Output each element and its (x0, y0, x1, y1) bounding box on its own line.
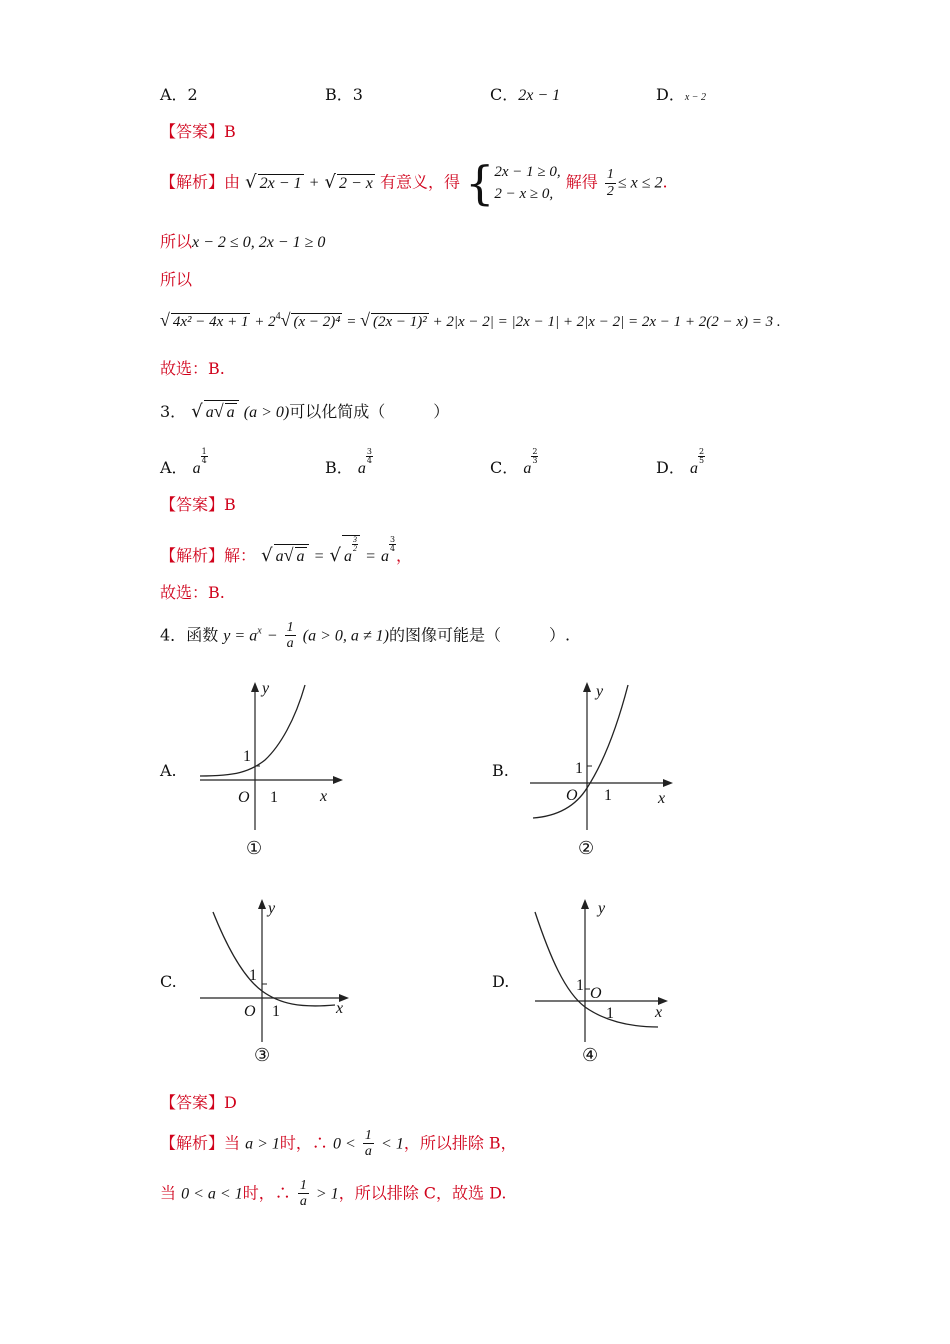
q4-graph-c-caption: ③ (254, 1045, 271, 1066)
q4-graph-d-x-label: x (655, 1004, 663, 1021)
q2-conclusion: 故选：B. (160, 359, 225, 378)
q4-graph-b (525, 680, 675, 835)
q4-analysis-line1: 【解析】当 a > 1时，∴ 0 < $\frac{1}{a}$ < 1，所以排除 B， (160, 1128, 517, 1160)
q4-stem: 4．函数 $y = a^x$ − $\frac{1}{a}$ (a > 0, a ≠ 1)的图像可能是（ ）. (160, 620, 571, 652)
q3-option-d: D． a $\frac{2}{5}$ (656, 447, 705, 477)
q4-graph-c-tick-x: 1 (272, 1003, 280, 1020)
q4-option-b-label: B. (492, 761, 509, 780)
q2-so-line: 所以x − 2 ≤ 0, 2x − 1 ≥ 0 (160, 232, 326, 251)
q3-conclusion: 故选：B. (160, 583, 225, 602)
q2-analysis: 【解析】由 √ 2x − 1 + √ 2 − x 有意义，得 { 2x − 1 ≥ 0, 2 − x ≥ 0, 解得 $\frac{1}{2}$ ≤ x ≤ 2. (160, 156, 668, 210)
q3-stem: 3． √ a√ a (a > 0)可以化简成（ ） (160, 401, 450, 422)
q4-graph-a-x-label: x (320, 788, 328, 805)
q4-graph-b-origin: O (566, 787, 578, 804)
q2-big-equation: √ $4x^2 - 4x + 1 + 2^4√$ (x − 2)⁴ = √ (2x − 1)² + 2|x − 2| = |2x − 1| + 2|x − 2| = 2x − 1 + 2(2 − x) = 3 . (160, 310, 781, 330)
q4-graph-a-tick-x: 1 (270, 789, 278, 806)
q2-answer: 【答案】B (160, 122, 236, 141)
q4-graph-a-y-label: y (262, 680, 270, 697)
q3-option-a: A． a $\frac{1}{4}$ (160, 447, 207, 477)
q4-graph-d-tick-y: 1 (576, 977, 584, 994)
q4-graph-a-caption: ① (246, 838, 263, 859)
q4-graph-c-origin: O (244, 1003, 256, 1020)
q2-option-b: B．3 (325, 85, 363, 104)
q4-option-d-label: D. (492, 972, 510, 991)
q4-graph-b-tick-y: 1 (575, 760, 583, 777)
q4-graph-a-origin: O (238, 789, 250, 806)
q4-graph-b-x-label: x (658, 790, 666, 807)
q4-graph-d-tick-x: 1 (606, 1005, 614, 1022)
q4-graph-c (195, 897, 355, 1047)
q4-graph-a-tick-y: 1 (243, 748, 251, 765)
q3-answer: 【答案】B (160, 495, 236, 514)
q3-option-b: B． a $\frac{3}{4}$ (325, 447, 372, 477)
q4-graph-d-caption: ④ (582, 1045, 599, 1066)
q4-graph-d-y-label: y (598, 900, 606, 917)
q2-option-c: C．2x − 1 (490, 85, 561, 104)
q2-option-a: A．2 (160, 85, 198, 104)
q4-graph-b-tick-x: 1 (604, 787, 612, 804)
q3-analysis: 【解析】解： √ a√ a = √ a $\frac{3}{2}$ = a $\frac{3}{4}$ ， (160, 535, 413, 566)
q2-so2: 所以 (160, 270, 193, 289)
q4-graph-a (195, 680, 345, 835)
q4-graph-d (530, 897, 680, 1047)
q4-analysis-line2: 当 0 < a < 1时，∴ $\frac{1}{a}$ > 1，所以排除 C，故选 D. (160, 1178, 507, 1210)
q4-graph-d-origin: O (590, 985, 602, 1002)
q4-graph-b-y-label: y (596, 683, 604, 700)
q3-option-c: C． a $\frac{2}{3}$ (490, 447, 538, 477)
q4-option-c-label: C. (160, 972, 177, 991)
q4-graph-c-tick-y: 1 (249, 967, 257, 984)
q2-option-d: D．x − 2 (656, 85, 707, 104)
q4-graph-b-caption: ② (578, 838, 595, 859)
q4-option-a-label: A. (160, 761, 177, 780)
q4-graph-c-y-label: y (268, 900, 276, 917)
q4-answer: 【答案】D (160, 1093, 237, 1112)
q4-graph-c-x-label: x (336, 1000, 344, 1017)
